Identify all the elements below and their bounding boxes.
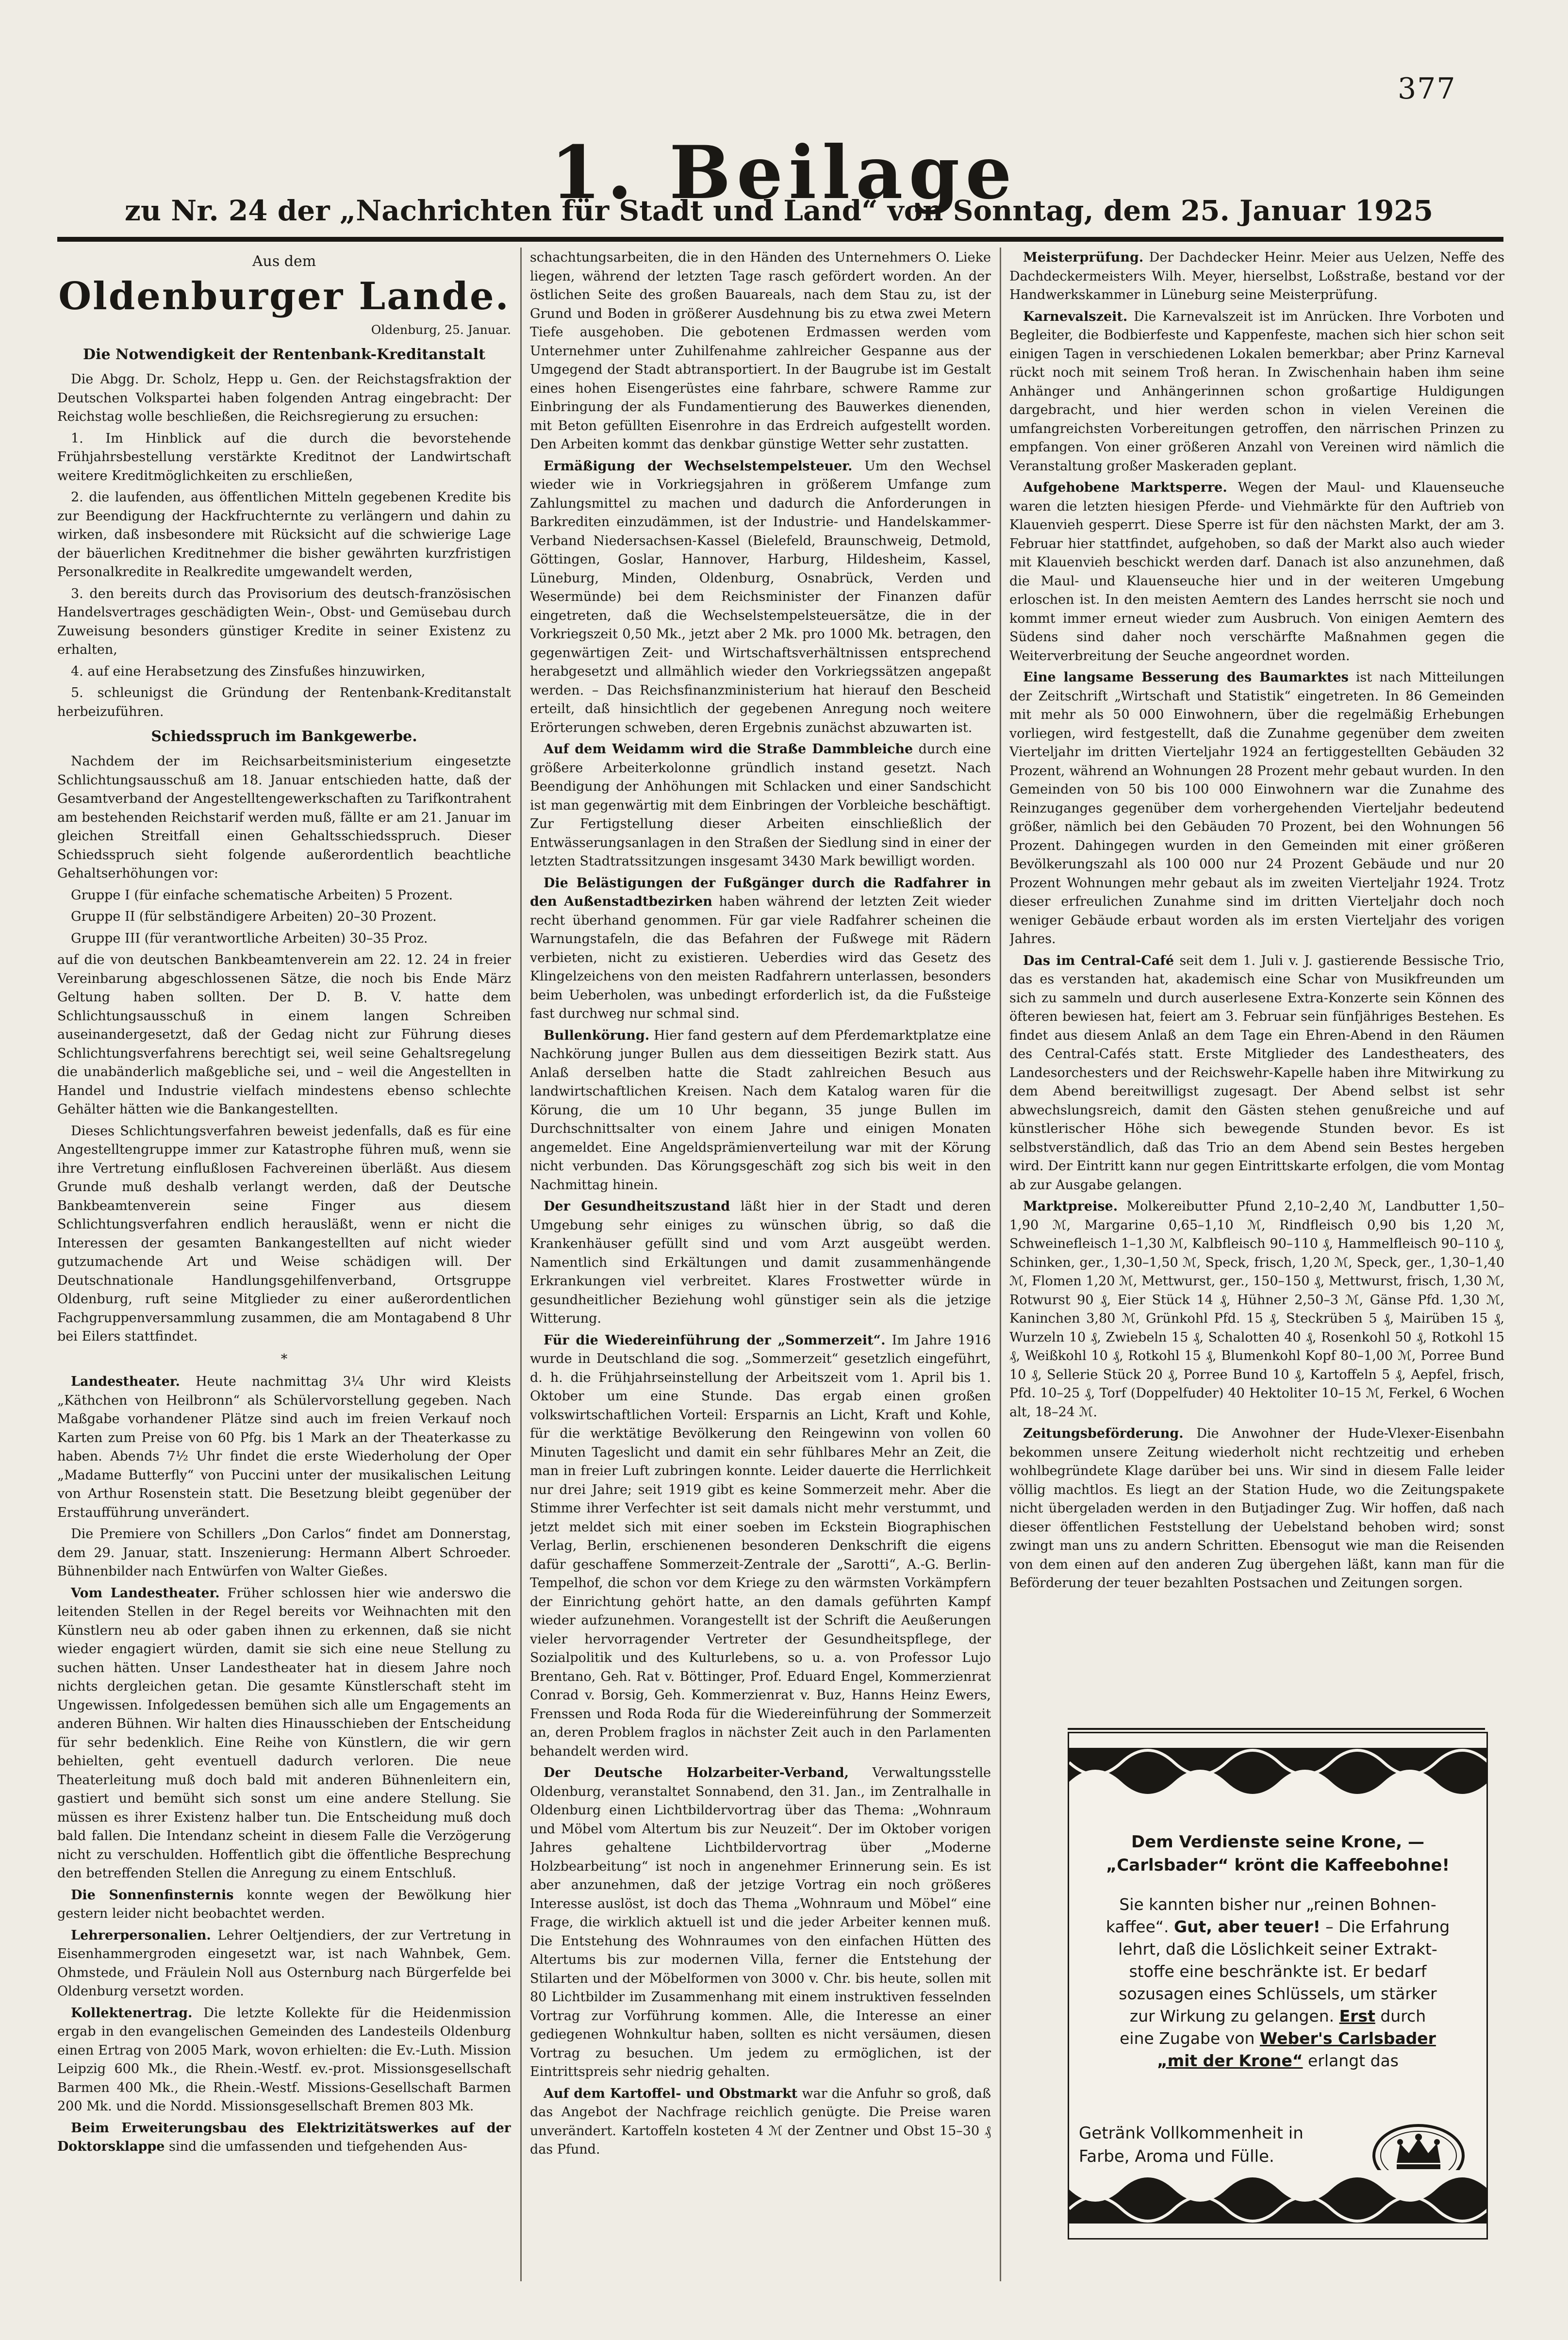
ad-body-text: durch [1380,2007,1426,2025]
item-lead: Landestheater. [71,1374,180,1389]
news-item [57,1886,511,1924]
carlsbader-advertisement [1068,1732,1488,2240]
article-headline: Die Notwendigkeit der Rentenbank-Kreditanstalt [83,346,485,363]
ad-top-rule [1068,1728,1485,1730]
item-text: haben während der letzten Zeit wieder recht überhand genommen. Für gar viele Radfahrer scheinen die Warnungstafeln, die das Befahren der Fußwege mit Rädern verbieten, nicht zu existieren. Ueberdies wird das Gesetz des Klingelzeichens von den meisten Radfahrern unterlassen, besonders beim Ueberholen, was unbedingt erforderlich ist, da die Fußsteige fast durchweg nur schmal sind. [530,894,991,1021]
ad-brand: „mit der Krone“ [1157,2051,1303,2070]
item-text: Molkereibutter Pfund 2,10–2,40 ℳ, Landbutter 1,50–1,90 ℳ, Margarine 0,65–1,10 ℳ, Rindfleisch 0,90 bis 1,20 ℳ, Schweinefleisch 1–1,30 ℳ, Kalbfleisch 90–110 ₰, Hammelfleisch 90–110 ₰, Schinken, ger., 1,30–1,50 ℳ, Speck, frisch, 1,20 ℳ, Speck, ger., 1,30–1,40 ℳ, Flomen 1,20 ℳ, Mettwurst, ger., 150–150 ₰, Mettwurst, frisch, 1,30 ℳ, Rotwurst 90 ₰, Eier Stück 14 ₰, Hühner 2,50–3 ℳ, Gänse Pfd. 1,30 ℳ, Kaninchen 3,80 ℳ, Grünkohl Pfd. 15 ₰, Steckrüben 5 ₰, Mairüben 15 ₰, Wurzeln 10 ₰, Zwiebeln 15 ₰, Schalotten 40 ₰, Rosenkohl 50 ₰, Rotkohl 15 ₰, Weißkohl 10 ₰, Rotkohl 15 ₰, Blumenkohl Kopf 80–1,00 ℳ, Porree Bund 10 ₰, Sellerie Stück 20 ₰, Porree Bund 10 ₰, Kartoffeln 5 ₰, Aepfel, frisch, Pfd. 10–25 ₰, Torf (Doppelfuder) 40 Hektoliter 10–15 ℳ, Ferkel, 6 Wochen alt, 18–24 ℳ. [1009,1199,1504,1420]
news-item [1009,952,1504,1195]
ad-headline-line: „Carlsbader“ krönt die Kaffeebohne! [1106,1856,1450,1875]
news-item [57,2119,511,2157]
column-divider [520,248,522,2281]
ad-headline [1079,1830,1477,1877]
issue-subtitle: zu Nr. 24 der „Nachrichten für Stadt und Land“ von Sonntag, dem 25. Januar 1925 [124,194,1434,227]
item-text: Die Karnevalszeit ist im Anrücken. Ihre Vorboten und Begleiter, die Bodbierfeste und Kappenfeste, machen sich hier schon seit einigen Tagen in verschiedenen Lokalen bemerkbar; aber Prinz Karneval rückt noch mit seinem Troß heran. In Zwischenhain haben ihm seine Anhänger und Anhängerinnen schon großartige Huldigungen dargebracht, und hier werden schon in vielen Vereinen die umfangreichsten Vorbereitungen getroffen, den närrischen Prinzen zu empfangen. Von einer größeren Anzahl von Vereinen wird nämlich die Veranstaltung großer Maskeraden geplant. [1009,309,1504,474]
ad-body-line [1079,2050,1477,2072]
item-text: ist nach Mitteilungen der Zeitschrift „Wirtschaft und Statistik“ eingetreten. In 86 Gemeinden mit mehr als 50 000 Einwohnern, über die regelmäßig Erhebungen vorliegen, wird festgestellt, daß die Zunahme gegenüber dem zweiten Vierteljahr im dritten Vierteljahr 1924 an fertiggestellten Gebäuden 32 Prozent, während an Wohnungen 28 Prozent mehr gebaut wurden. In den Gemeinden von 50 bis 100 000 Einwohnern war die Zunahme des Reinzuganges gegenüber dem vorhergehenden Vierteljahr bedeutend größer, nämlich bei den Gebäuden 70 Prozent, bei den Wohnungen 56 Prozent. Dahingegen wurden in den Gemeinden mit einer größeren Bevölkerungszahl als 100 000 nur 24 Prozent Gebäude und nur 20 Prozent Wohnungen mehr gebaut als im zweiten Vierteljahr 1924. Trotz dieser erfreulichen Zunahme sind im dritten Vierteljahr doch noch weniger Gebäude erbaut worden als im ersten Vierteljahr des vorigen Jahres. [1009,670,1504,946]
news-item [1009,308,1504,476]
item-lead: Lehrerpersonalien. [71,1927,211,1943]
item-lead: Beim Erweiterungsbau des Elektrizitätswerkes auf der Doktorsklappe [57,2120,511,2154]
item-lead: Das im Central-Café [1023,953,1174,968]
article-paragraph: 3. den bereits durch das Provisorium des deutsch-französischen Handelsvertrages geschädigten Wein-, Obst- und Gemüsebau durch Zuweisung besonders günstiger Kredite in seiner Existenz zu erhalten, [57,586,511,657]
item-text: schachtungsarbeiten, die in den Händen des Unternehmers O. Lieke liegen, während der letzten Tage rasch gefördert worden. An der östlichen Seite des großen Bauareals, nach dem Stau zu, ist der Grund und Boden in größerer Ausdehnung bis zu etwa zwei Metern Tiefe ausgehoben. Die gebotenen Erdmassen werden vom Unternehmer unter Zuhilfenahme zahlreicher Gespanne aus der Umgegend der Stadt abtransportiert. In der Baugrube ist im Gestalt eines hohen Eisengerüstes eine fahrbare, schwere Ramme zur Einbringung der als Fundamentierung des Bauwerkes dienenden, mit Beton gefüllten Eisenrohre in das Erdreich aufgestellt worden. Den Arbeiten kommt das denkbar günstige Wetter sehr zustatten. [530,250,991,452]
column-2 [530,249,991,2273]
ad-body-text: erlangt das [1308,2051,1399,2070]
article-paragraph: 4. auf eine Herabsetzung des Zinsfußes hinzuwirken, [71,664,426,679]
wave-ornament-icon [1069,1748,1486,1801]
item-text: Im Jahre 1916 wurde in Deutschland die sog. „Sommerzeit“ gesetzlich eingeführt, d. h. die Frühjahrseinstellung der Arbeitszeit vom 1. April bis 1. Oktober um eine Stunde. Das ergab einen großen volkswirtschaftlichen Vorteil: Ersparnis an Licht, Kraft und Kohle, für die werktätige Bevölkerung den Reingewinn von vollen 60 Minuten Tageslicht und damit ein sehr fühlbares Mehr an Zeit, die man in freier Luft zubringen konnte. Leider dauerte die Herrlichkeit nur drei Jahre; seit 1919 gibt es keine Sommerzeit mehr. Aber die Stimme ihrer Verfechter ist seit damals nicht mehr verstummt, und jetzt meldet sich mit einer soeben im Eckstein Biographischen Verlag, Berlin, erschienenen besonderen Denkschrift die eigens dafür geschaffene Sommerzeit-Zentrale der „Sarotti“, A.-G. Berlin-Tempelhof, die schon vor dem Kriege zu den wärmsten Vorkämpfern der Einrichtung gehört hatte, an den damals geführten Kampf wieder aufzunehmen. Vorangestellt ist der Schrift die Aeußerungen vieler hervorragender Vertreter der Gesundheitspflege, der Sozialpolitik und des Kulturlebens, so u. a. von Professor Lujo Brentano, Geh. Rat v. Böttinger, Prof. Eduard Engel, Kommerzienrat Conrad v. Borsig, Geh. Kommerzienrat v. Buz, Hanns Heinz Ewers, Frenssen und Roda Roda für die Wiedereinführung der Sommerzeit an, deren Problem fraglos in nächster Zeit auch in den Parlamenten behandelt werden wird. [530,1332,991,1759]
item-lead: Zeitungsbeförderung. [1023,1426,1184,1441]
news-item [530,874,991,1024]
ad-closing-line: Getränk Vollkommenheit in [1079,2124,1304,2143]
article-paragraph: Gruppe II (für selbständigere Arbeiten) 20–30 Prozent. [71,909,437,924]
supplement-title: 1. Beilage [550,130,1018,216]
news-item [530,1331,991,1761]
item-lead: Auf dem Weidamm wird die Straße Dammbleiche [544,742,913,757]
ad-body-line: Sie kannten bisher nur „reinen Bohnen- [1119,1895,1436,1914]
ad-body-line [1079,1916,1477,1938]
item-text: Heute nachmittag 3¼ Uhr wird Kleists „Käthchen von Heilbronn“ als Schülervorstellung gegeben. Nach Maßgabe vorhandener Plätze sind auch im freien Verkauf noch Karten zum Preise von 60 Pfg. bis 1 Mark an der Theaterkasse zu haben. Abends 7½ Uhr findet die erste Wiederholung der Oper „Madame Butterfly“ von Puccini unter der musikalischen Leitung von Arthur Rosenstein statt. Die Besetzung bleibt gegenüber der Erstaufführung unverändert. [57,1374,511,1520]
ad-emphasis: Erst [1339,2007,1375,2025]
ad-body-line: lehrt, daß die Löslichkeit seiner Extrakt- [1118,1940,1437,1958]
item-text: seit dem 1. Juli v. J. gastierende Bessische Trio, das es verstanden hat, akademisch eine Schar von Musikfreunden um sich zu sammeln und durch auserlesene Extra-Konzerte sein Können des öfteren bewiesen hat, feiert am 3. Februar sein fünfjähriges Bestehen. Es findet aus diesem Anlaß an dem Tage ein Ehren-Abend in den Räumen des Central-Cafés statt. Erste Mitglieder des Landestheaters, des Landesorchesters und der Reichswehr-Kapelle haben ihre Mitwirkung zu dem Abend bereitwilligst zugesagt. Der Abend selbst ist sehr abwechslungsreich, damit den Gästen stehen genußreiche und auf künstlerischer Höhe sich bewegende Stunden bevor. Es ist selbstverständlich, daß das Trio an dem Abend sein Bestes hergeben wird. Der Eintritt kann nur gegen Eintrittskarte erfolgen, die vom Montag ab zur Ausgabe gelangen. [1009,953,1504,1193]
news-item [57,2004,511,2116]
article-paragraph: Nachdem der im Reichsarbeitsministerium eingesetzte Schlichtungsausschuß am 18. Januar entschieden hatte, daß der Gesamtverband der Angestelltengewerkschaften zu Tarifkontrahent am bestehenden Reichstarif werden muß, fällte er am 21. Januar im gleichen Streitfall einen Gehaltsschiedsspruch. Dieser Schiedsspruch sieht folgende außerordentlich beachtliche Gehaltserhöhungen vor: [57,754,511,881]
item-lead: Marktpreise. [1023,1199,1118,1214]
item-text: Verwaltungsstelle Oldenburg, veranstaltet Sonnabend, den 31. Jan., im Zentralhalle in Oldenburg einen Lichtbildervortrag über das Thema: „Wohnraum und Möbel vom Altertum bis zur Neuzeit“. Der im Oktober vorigen Jahres gehaltene Lichtbildervortrag über „Moderne Holzbearbeitung“ ist noch in angenehmer Erinnerung sein. Es ist aber anzunehmen, daß der jetzige Vortrag ein noch größeres Interesse auslöst, ist doch das Thema „Wohnraum und Möbel“ eine Frage, die wirklich aktuell ist und die jeder Arbeiter kennen muß. Die Entstehung des Wohnraumes von den einfachen Hütten des Altertums bis zur modernen Villa, ferner die Entstehung der Stilarten und der Möbelformen von 3000 v. Chr. bis heute, sollen mit 80 Lichtbilder im Zusammenhang mit einem instruktiven fesselnden Vortrag zur Vorführung kommen. Alle, die Interesse an einer gediegenen Wohnkultur haben, sollten es nicht versäumen, diesen Vortrag zu besuchen. Um jedem zu ermöglichen, ist der Eintrittspreis sehr niedrig gehalten. [530,1765,991,2079]
wave-ornament-icon [1069,2170,1486,2224]
page-number: 377 [1398,72,1456,106]
column-1 [57,249,511,2273]
article-headline: Schiedsspruch im Bankgewerbe. [151,728,417,745]
item-lead: Die Belästigungen der Fußgänger durch die Radfahrer in den Außenstadtbezirken [530,875,991,909]
news-item [57,1926,511,2001]
ad-brand: Weber's Carlsbader [1259,2029,1436,2048]
article-paragraph: 1. Im Hinblick auf die durch die bevorstehende Frühjahrsbestellung verstärkte Kreditnot der Landwirtschaft weitere Kreditmöglichkeiten zu erschließen, [57,431,511,483]
article-paragraph: 2. die laufenden, aus öffentlichen Mitteln gegebenen Kredite bis zur Beendigung der Hackfruchternte zu verlängern und dahin zu wirken, daß insbesondere mit Rücksicht auf die schwierige Lage der bäuerlichen Kreditnehmer die bisher gewährten kurzfristigen Personalkredite in Realkredite umgewandelt werden, [57,490,511,580]
ad-body-line: sozusagen eines Schlüssels, um stärker [1119,1984,1437,2003]
item-text: Hier fand gestern auf dem Pferdemarktplatze eine Nachkörung junger Bullen aus dem diesseitigen Bezirk statt. Aus Anlaß derselben hatte die Stadt zahlreichen Besuch aus landwirtschaftlichen Kreisen. Nach dem Katalog waren für die Körung, die um 10 Uhr begann, 35 junge Bullen im Durchschnittsalter von einem Jahre und einigen Monaten angemeldet. Eine Angeldsprämienverteilung war mit der Körung nicht verbunden. Das Körungsgeschäft zog sich bis weit in den Nachmittag hinein. [530,1028,991,1193]
column-divider [1000,248,1001,2281]
column-3 [1009,249,1504,1702]
news-item [530,1197,991,1328]
ad-body-line: stoffe eine beschränkte ist. Er bedarf [1129,1962,1427,1981]
article-paragraph: Gruppe III (für verantwortliche Arbeiten) 30–35 Proz. [71,930,428,946]
section-kicker: Aus dem [252,253,316,270]
item-lead: Vom Landestheater. [71,1585,220,1601]
item-text: Früher schlossen hier wie anderswo die leitenden Stellen in der Regel bereits vor Weihnachten mit den Künstlern neu ab oder gaben ihnen zu erkennen, daß sie nicht wieder engagiert würden, damit sie sich eine neue Stellung zu suchen hätten. Unser Landestheater hat in diesem Jahre noch nichts dergleichen getan. Die gesamte Künstlerschaft steht im Ungewissen. Infolgedessen bemühen sich alle um Engagements an anderen Bühnen. Wir halten dies Hinausschieben der Entscheidung für sehr bedenklich. Eine Reihe von Künstlern, die wir gern behielten, geht eventuell dadurch verloren. Die neue Theaterleitung muß doch bald mit anderen Bühnenleitern ein, gastiert und bemüht sich sonst um eine andere Stellung. Sie müssen es ihrer Existenz halber tun. Die Entscheidung muß doch bald fallen. Die Intendanz scheint in diesem Falle die Verzögerung nicht zu verschulden. Hoffentlich gibt die öffentliche Besprechung den betreffenden Stellen die Anregung zu einem Entschluß. [57,1585,511,1881]
ad-body-line [1079,2027,1477,2050]
item-lead: Eine langsame Besserung des Baumarktes [1023,670,1349,685]
news-item [530,2085,991,2159]
article-paragraph: 5. schleunigst die Gründung der Rentenbank-Kreditanstalt herbeizuführen. [57,685,511,719]
section-separator: * [281,1351,288,1367]
item-text: durch eine größere Arbeiterkolonne gründlich instand gesetzt. Nach Beendigung der Anhöhungen mit Schlacken und einer Sandschicht ist man gegenwärtig mit dem Einbringen der Vorbleiche beschäftigt. Zur Fertigstellung dieser Arbeiten einschließlich der Entwässerungsanlagen in den Straßen der Siedlung sind in einer der letzten Stadtratssitzungen insgesamt 3430 Mark bewilligt worden. [530,742,991,869]
article-paragraph: Gruppe I (für einfache schematische Arbeiten) 5 Prozent. [71,887,453,903]
ad-closing-line: Farbe, Aroma und Fülle. [1079,2147,1274,2166]
item-text: Lehrer Oeltjendiers, der zur Vertretung in Eisenhammergroden eingesetzt war, ist nach Wahnbek, Gem. Ohmstede, und Fräulein Noll aus Osternburg nach Bürgerfelde bei Oldenburg versetzt worden. [57,1927,511,1999]
ad-body-text: eine Zugabe von [1120,2029,1255,2048]
item-lead: Meisterprüfung. [1023,250,1144,265]
news-item [530,1764,991,2082]
item-text: Die letzte Kollekte für die Heidenmission ergab in den evangelischen Gemeinden des Landesteils Oldenburg einen Ertrag von 2005 Mark, wovon erhielten: die Ev.-Luth. Mission Leipzig 600 Mk., die Rhein.-Westf. ev.-prot. Missionsgesellschaft Barmen 400 Mk., die Rhein.-Westf. Missions-Gesellschaft Barmen 200 Mk. und die Nordd. Missionsgesellschaft Bremen 803 Mk. [57,2005,511,2114]
item-text: sind die umfassenden und tiefgehenden Aus- [169,2139,467,2154]
item-lead: Der Gesundheitszustand [544,1199,730,1214]
item-lead: Die Sonnenfinsternis [71,1887,234,1903]
article-paragraph: Die Premiere von Schillers „Don Carlos“ findet am Donnerstag, dem 29. Januar, statt. Inszenierung: Hermann Albert Schroeder. Bühnenbilder nach Entwürfen von Walter Gießes. [57,1527,511,1579]
news-item [1009,1197,1504,1422]
news-item [57,1373,511,1522]
item-text: Wegen der Maul- und Klauenseuche waren die letzten hiesigen Pferde- und Viehmärkte für den Auftrieb von Klauenvieh gesperrt. Diese Sperre ist für den nächsten Markt, der am 3. Februar hier stattfindet, aufgehoben, so daß der Markt also auch wieder mit Klauenvieh beschickt werden darf. Danach ist also anzunehmen, daß die Maul- und Klauenseuche hier und in der weiteren Umgebung erloschen ist. In den meisten Aemtern des Landes herrscht sie noch und kommt immer erneut wieder zum Ausbruch. Von einigen Aemtern des Südens sind daher noch verschärfte Maßnahmen gegen die Weiterverbreitung der Seuche angeordnet worden. [1009,480,1504,664]
ad-body-text: kaffee“. [1106,1917,1169,1936]
news-item [57,1584,511,1883]
ad-closing [1079,2122,1355,2168]
ad-headline-line: Dem Verdienste seine Krone, — [1131,1832,1424,1852]
article-paragraph: auf die von deutschen Bankbeamtenverein am 22. 12. 24 in freier Vereinbarung abgeschlossenen Sätze, die noch bis Ende März Geltung haben sollten. Der D. B. V. hatte dem Schlichtungsausschuß in einem langen Schreiben auseinandergesetzt, daß der Gedag nicht zur Führung dieses Schlichtungsverfahrens berechtigt sei, weil seine Gehaltsregelung die unabänderlich maßgebliche sei, und – weil die Angestellten in Handel und Industrie vielfach mindestens ebenso schlechte Gehälter hätten wie die Bankangestellten. [57,952,511,1117]
item-text: konnte wegen der Bewölkung hier gestern leider nicht beobachtet werden. [57,1887,511,1921]
ad-emphasis: Gut, aber teuer! [1174,1917,1320,1936]
ad-body [1079,1893,1477,2072]
item-text: Der Dachdecker Heinr. Meier aus Uelzen, Neffe des Dachdeckermeisters Wilh. Meyer, hierselbst, Loßstraße, bestand vor der Handwerkskammer in Lüneburg seine Meisterprüfung. [1009,250,1504,302]
news-item [530,1027,991,1195]
item-lead: Ermäßigung der Wechselstempelsteuer. [544,458,853,474]
item-text: Die Anwohner der Hude-Vlexer-Eisenbahn bekommen unsere Zeitung wiederholt nicht rechtzeitig und erheben wohlbegründete Klage darüber bei uns. Wir sind in diesem Falle leider völlig machtlos. Es liegt an der Station Hude, wo die Zeitungspakete nicht übergeladen werden in den Butjadinger Zug. Wir hoffen, daß nach dieser öffentlichen Feststellung der Uebelstand behoben wird; sonst zwingt man uns zu andern Schritten. Ebensogut wie man die Reisenden von dem einen auf den anderen Zug übergehen läßt, kann man für die Beförderung der teuer bezahlten Postsachen und Zeitungen sorgen. [1009,1426,1504,1591]
article-paragraph: Dieses Schlichtungsverfahren beweist jedenfalls, daß es für eine Angestelltengruppe immer zur Katastrophe führen muß, wenn sie ihre Vertretung einflußlosen Fachvereinen überläßt. Aus diesem Grunde muß deshalb verlangt werden, daß der Deutsche Bankbeamtenverein seine Finger aus diesem Schlichtungsverfahren endlich herausläßt, wenn er nicht die Interessen der gesamten Bankangestellten auf nicht wieder gutzumachende Art und Weise schädigen will. Der Deutschnationale Handlungsgehilfenverband, Ortsgruppe Oldenburg, ruft seine Mitglieder zu einer außerordentlichen Fachgruppenversammlung zusammen, die am Montagabend 8 Uhr bei Eilers stattfindet. [57,1123,511,1344]
item-lead: Aufgehobene Marktsperre. [1023,480,1227,495]
news-item [1009,668,1504,949]
item-text: war die Anfuhr so groß, daß das Angebot der Nachfrage reichlich genügte. Die Preise waren unverändert. Kartoffeln kosteten 4 ℳ der Zentner und Obst 15–30 ₰ das Pfund. [530,2086,991,2157]
item-lead: Der Deutsche Holzarbeiter-Verband, [544,1765,849,1780]
header-rule [57,237,1503,242]
ad-body-text: – Die Erfahrung [1325,1917,1450,1936]
news-item [530,740,991,871]
dateline: Oldenburg, 25. Januar. [371,322,511,337]
news-item [530,457,991,738]
item-lead: Kollektenertrag. [71,2005,193,2021]
news-item [530,249,991,454]
item-text: läßt hier in der Stadt und deren Umgebung sehr einiges zu wünschen übrig, so daß die Krankenhäuser gefüllt sind und vom Arzt ausgeübt werden. Namentlich sind Erkältungen und damit zusammenhängende Erkrankungen viel verbreitet. Klares Frostwetter würde in gesundheitlicher Beziehung wohl günstiger sein als die jetzige Witterung. [530,1199,991,1326]
section-title: Oldenburger Lande. [58,274,510,318]
item-lead: Karnevalszeit. [1023,309,1128,324]
item-lead: Für die Wiedereinführung der „Sommerzeit“. [544,1332,886,1348]
ad-body-line [1079,2005,1477,2027]
news-item [1009,249,1504,305]
news-item [1009,1425,1504,1593]
news-item [1009,479,1504,665]
item-text: Um den Wechsel wieder wie in Vorkriegsjahren in größerem Umfange zum Zahlungsmittel zu machen und dadurch die Anforderungen in Barkrediten einzudämmen, ist der Industrie- und Handelskammer-Verband Niedersachsen-Kassel (Bielefeld, Braunschweig, Detmold, Göttingen, Goslar, Hannover, Harburg, Hildesheim, Kassel, Lüneburg, Minden, Oldenburg, Osnabrück, Verden und Wesermünde) bei dem Reichsminister der Finanzen dafür eingetreten, daß die Wechselstempelsteuersätze, die in der Vorkriegszeit 0,50 Mk., jetzt aber 2 Mk. pro 1000 Mk. betragen, den gegenwärtigen Zeit- und Wirtschaftsverhältnissen entsprechend herabgesetzt und allmählich wieder den Vorkriegssätzen angepaßt werden. – Das Reichsfinanzministerium hat hierauf den Bescheid erteilt, daß hinsichtlich der gegebenen Anregung noch weitere Erörterungen schweben, deren Ergebnis zunächst abzuwarten ist. [530,458,991,735]
ad-body-text: zur Wirkung zu gelangen. [1129,2007,1335,2025]
item-lead: Auf dem Kartoffel- und Obstmarkt [544,2086,798,2101]
article-paragraph: Die Abgg. Dr. Scholz, Hepp u. Gen. der Reichstagsfraktion der Deutschen Volkspartei haben folgenden Antrag eingebracht: Der Reichstag wolle beschließen, die Reichsregierung zu ersuchen: [57,372,511,424]
item-lead: Bullenkörung. [544,1028,650,1043]
